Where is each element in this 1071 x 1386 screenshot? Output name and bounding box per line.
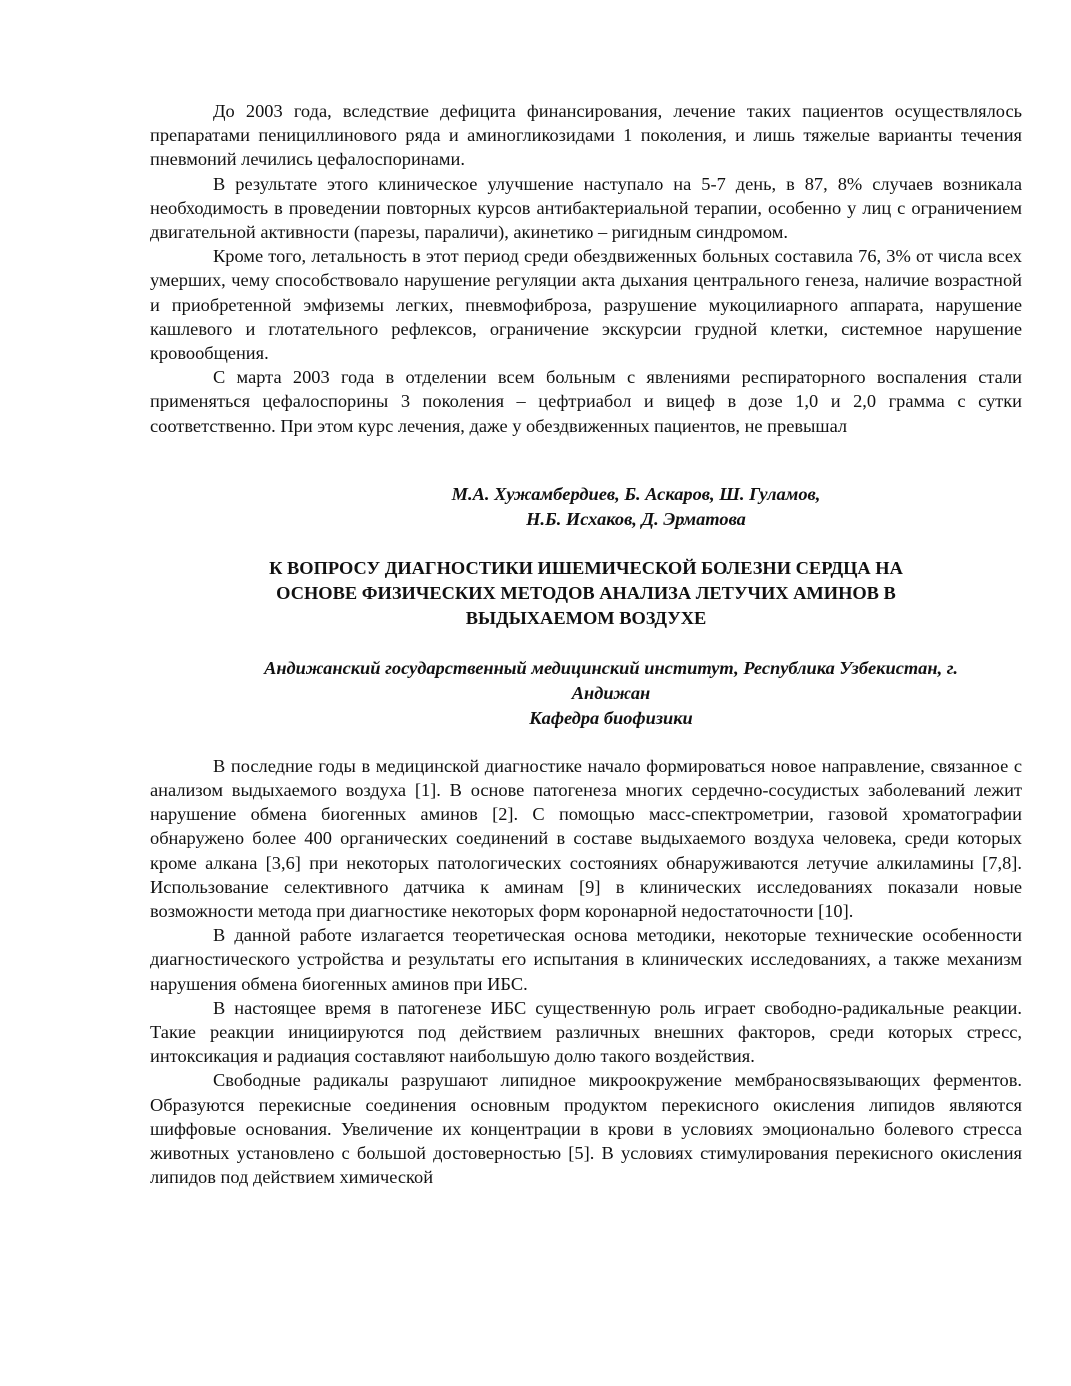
title-line: ОСНОВЕ ФИЗИЧЕСКИХ МЕТОДОВ АНАЛИЗА ЛЕТУЧИХ АМИНОВ В <box>276 582 896 603</box>
authors-line: Н.Б. Исхаков, Д. Эрматова <box>526 508 746 529</box>
article-title <box>150 556 1022 631</box>
paragraph: В настоящее время в патогенезе ИБС существенную роль играет свободно-радикальные реакции. Такие реакции инициируются под действием различных внешних факторов, среди которых стресс, интоксикация и радиация составляют наибольшую долю такого воздействия. <box>150 997 1022 1067</box>
article-body <box>150 754 1022 1190</box>
paragraph: До 2003 года, вследствие дефицита финансирования, лечение таких пациентов осуществлялось препаратами пенициллинового ряда и аминогликозидами 1 поколения, и лишь тяжелые варианты течения пневмоний лечились цефалоспоринами. <box>150 101 1022 170</box>
authors-line: М.А. Хужамбердиев, Б. Аскаров, Ш. Гуламов, <box>451 483 821 504</box>
affiliation-line: Андижан <box>571 682 651 703</box>
paragraph: Свободные радикалы разрушают липидное микроокружение мембраносвязывающих ферментов. Образуются перекисные соединения основным продуктом перекисного окисления липидов являются шиффовые основания. Увеличение их концентрации в крови в условиях эмоционально болевого стресса животных установлено с большой достоверностью [5]. В условиях стимулирования перекисного окисления липидов под действием химической <box>150 1070 1022 1188</box>
article-authors <box>150 482 1022 532</box>
paragraph: В данной работе излагается теоретическая основа методики, некоторые технические особенности диагностического устройства и результаты его испытания в клинических исследованиях, а также механизм нарушения обмена биогенных аминов при ИБС. <box>150 925 1022 994</box>
document-page <box>150 99 1022 1190</box>
paragraph: В результате этого клиническое улучшение наступало на 5-7 день, в 87, 8% случаев возникала необходимость в проведении повторных курсов антибактериальной терапии, особенно у лиц с ограничением двигательной активности (парезы, параличи), акинетико – ригидным синдромом. <box>150 173 1022 243</box>
paragraph: С марта 2003 года в отделении всем больным с явлениями респираторного воспаления стали применяться цефалоспорины 3 поколения – цефтриабол и вицеф в дозе 1,0 и 2,0 грамма с сутки соответственно. При этом курс лечения, даже у обездвиженных пациентов, не превышал <box>150 367 1022 436</box>
department: Кафедра биофизики <box>529 707 693 728</box>
title-line: К ВОПРОСУ ДИАГНОСТИКИ ИШЕМИЧЕСКОЙ БОЛЕЗНИ СЕРДЦА НА <box>269 557 903 578</box>
paragraph: В последние годы в медицинской диагностике начало формироваться новое направление, связанное с анализом выдыхаемого воздуха [1]. В основе патогенеза многих сердечно-сосудистых заболеваний лежит нарушение обмена биогенных аминов [2]. С помощью масс-спектрометрии, газовой хроматографии обнаружено более 400 органических соединений в составе выдыхаемого воздуха человека, среди которых кроме алкана [3,6] при некоторых патологических состояниях обнаруживаются летучие алкиламины [7,8]. Использование селективного датчика к аминам [9] в клинических исследованиях показали новые возможности метода при диагностике некоторых форм коронарной недостаточности [10]. <box>150 755 1022 922</box>
article-affiliation <box>150 656 1022 731</box>
paragraph: Кроме того, летальность в этот период среди обездвиженных больных составила 76, 3% от числа всех умерших, чему способствовало нарушение регуляции акта дыхания центрального генеза, наличие возрастной и приобретенной эмфиземы легких, пневмофиброза, разрушение мукоцилиарного аппарата, нарушение кашлевого и глотательного рефлексов, ограничение экскурсии грудной клетки, системное нарушение кровообщения. <box>150 246 1022 364</box>
intro-section <box>150 99 1022 438</box>
affiliation-line: Андижанский государственный медицинский институт, Республика Узбекистан, г. <box>264 657 958 678</box>
title-line: ВЫДЫХАЕМОМ ВОЗДУХЕ <box>465 607 707 628</box>
